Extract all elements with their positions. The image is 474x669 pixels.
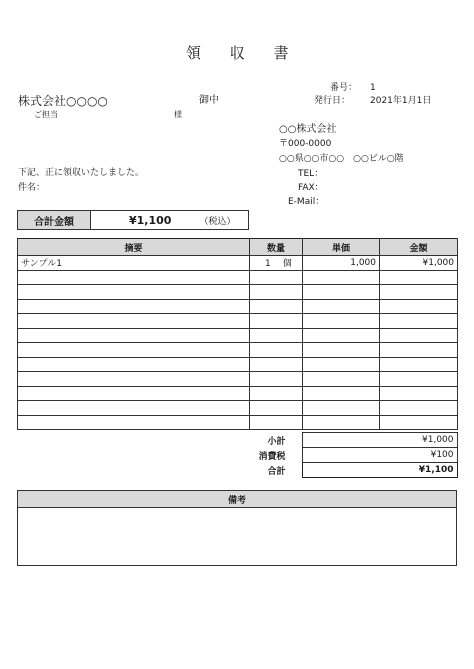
table-row xyxy=(18,357,458,372)
row-quantity-unit: 個 xyxy=(282,259,292,270)
row-unit-price xyxy=(303,314,380,329)
row-quantity xyxy=(250,299,303,314)
row-description xyxy=(18,299,250,314)
row-description xyxy=(18,372,250,387)
total-amount-label: 合計金額 xyxy=(18,211,91,229)
row-unit-price xyxy=(303,299,380,314)
table-row xyxy=(18,299,458,314)
row-unit-price xyxy=(303,386,380,401)
grand-total-row xyxy=(247,463,457,478)
subtotal-label: 小計 xyxy=(267,436,286,447)
total-amount-value: ¥1,100 xyxy=(129,213,172,227)
recipient-person-label: ご担当 xyxy=(34,110,58,119)
table-row xyxy=(18,401,458,416)
remarks-box xyxy=(17,490,457,566)
tax-label: 消費税 xyxy=(258,451,286,462)
row-quantity xyxy=(250,401,303,416)
row-unit-price xyxy=(303,357,380,372)
items-header-row xyxy=(18,239,458,256)
row-unit-price xyxy=(303,285,380,300)
row-amount xyxy=(380,415,458,430)
issuer-tel-label: TEL： xyxy=(298,169,324,179)
page-title: 領 収 書 xyxy=(186,44,301,62)
table-row xyxy=(18,386,458,401)
subtotal-value: ¥1,000 xyxy=(302,433,457,448)
row-description xyxy=(18,314,250,329)
row-amount xyxy=(380,343,458,358)
row-quantity xyxy=(250,343,303,358)
tax-value: ¥100 xyxy=(302,448,457,463)
row-quantity-value: 1 xyxy=(265,259,271,270)
recipient-person-honorific: 様 xyxy=(174,110,182,119)
row-amount xyxy=(380,372,458,387)
date-label: 発行日： xyxy=(314,96,351,106)
header-amount: 金額 xyxy=(380,239,458,256)
row-quantity xyxy=(250,270,303,285)
row-description xyxy=(18,285,250,300)
row-unit-price xyxy=(303,372,380,387)
row-description xyxy=(18,415,250,430)
table-row xyxy=(18,343,458,358)
issuer-company: ○○株式会社 xyxy=(279,124,337,135)
row-amount xyxy=(380,270,458,285)
total-amount-box xyxy=(17,210,249,230)
subtotal-row xyxy=(247,433,457,448)
row-description xyxy=(18,401,250,416)
row-quantity xyxy=(250,285,303,300)
date-value: 2021年1月1日 xyxy=(370,96,432,106)
row-unit-price xyxy=(303,401,380,416)
number-value: 1 xyxy=(370,83,376,93)
row-unit-price xyxy=(303,415,380,430)
issuer-fax-label: FAX： xyxy=(298,183,324,193)
header-description: 摘要 xyxy=(18,239,250,256)
header-unit-price: 単価 xyxy=(303,239,380,256)
tax-row xyxy=(247,448,457,463)
total-tax-note: （税込） xyxy=(199,216,236,227)
row-amount xyxy=(380,386,458,401)
row-quantity xyxy=(250,256,303,271)
header-quantity: 数量 xyxy=(250,239,303,256)
table-row xyxy=(18,314,458,329)
table-row xyxy=(18,328,458,343)
summary-table xyxy=(247,432,458,478)
table-row xyxy=(18,415,458,430)
row-description xyxy=(18,386,250,401)
row-unit-price xyxy=(303,343,380,358)
row-quantity xyxy=(250,386,303,401)
row-amount xyxy=(380,314,458,329)
row-description xyxy=(18,328,250,343)
row-unit-price xyxy=(303,270,380,285)
table-row xyxy=(18,270,458,285)
receipt-statement: 下記、正に領収いたしました。 xyxy=(18,168,145,178)
row-quantity xyxy=(250,357,303,372)
remarks-label: 備考 xyxy=(18,491,456,508)
recipient-honorific: 御中 xyxy=(199,95,219,106)
subject-label: 件名： xyxy=(18,183,46,193)
row-amount xyxy=(380,299,458,314)
row-unit-price: 1,000 xyxy=(303,256,380,271)
row-amount xyxy=(380,357,458,372)
row-amount xyxy=(380,285,458,300)
row-quantity xyxy=(250,328,303,343)
row-quantity xyxy=(250,415,303,430)
row-description xyxy=(18,343,250,358)
row-description xyxy=(18,270,250,285)
table-row xyxy=(18,256,458,271)
items-table xyxy=(17,238,458,430)
row-description: サンプル1 xyxy=(18,256,250,271)
recipient-company: 株式会社○○○○ xyxy=(18,94,108,108)
row-description xyxy=(18,357,250,372)
issuer-address: ○○県○○市○○ ○○ビル○階 xyxy=(279,154,404,164)
table-row xyxy=(18,372,458,387)
number-label: 番号： xyxy=(330,83,358,93)
row-amount xyxy=(380,401,458,416)
grand-total-value: ¥1,100 xyxy=(302,463,457,478)
row-unit-price xyxy=(303,328,380,343)
row-quantity xyxy=(250,372,303,387)
row-amount xyxy=(380,328,458,343)
issuer-email-label: E-Mail： xyxy=(288,197,325,207)
table-row xyxy=(18,285,458,300)
grand-total-label: 合計 xyxy=(267,466,286,477)
issuer-postal: 〒000-0000 xyxy=(279,139,332,149)
row-quantity xyxy=(250,314,303,329)
row-amount: ¥1,000 xyxy=(380,256,458,271)
